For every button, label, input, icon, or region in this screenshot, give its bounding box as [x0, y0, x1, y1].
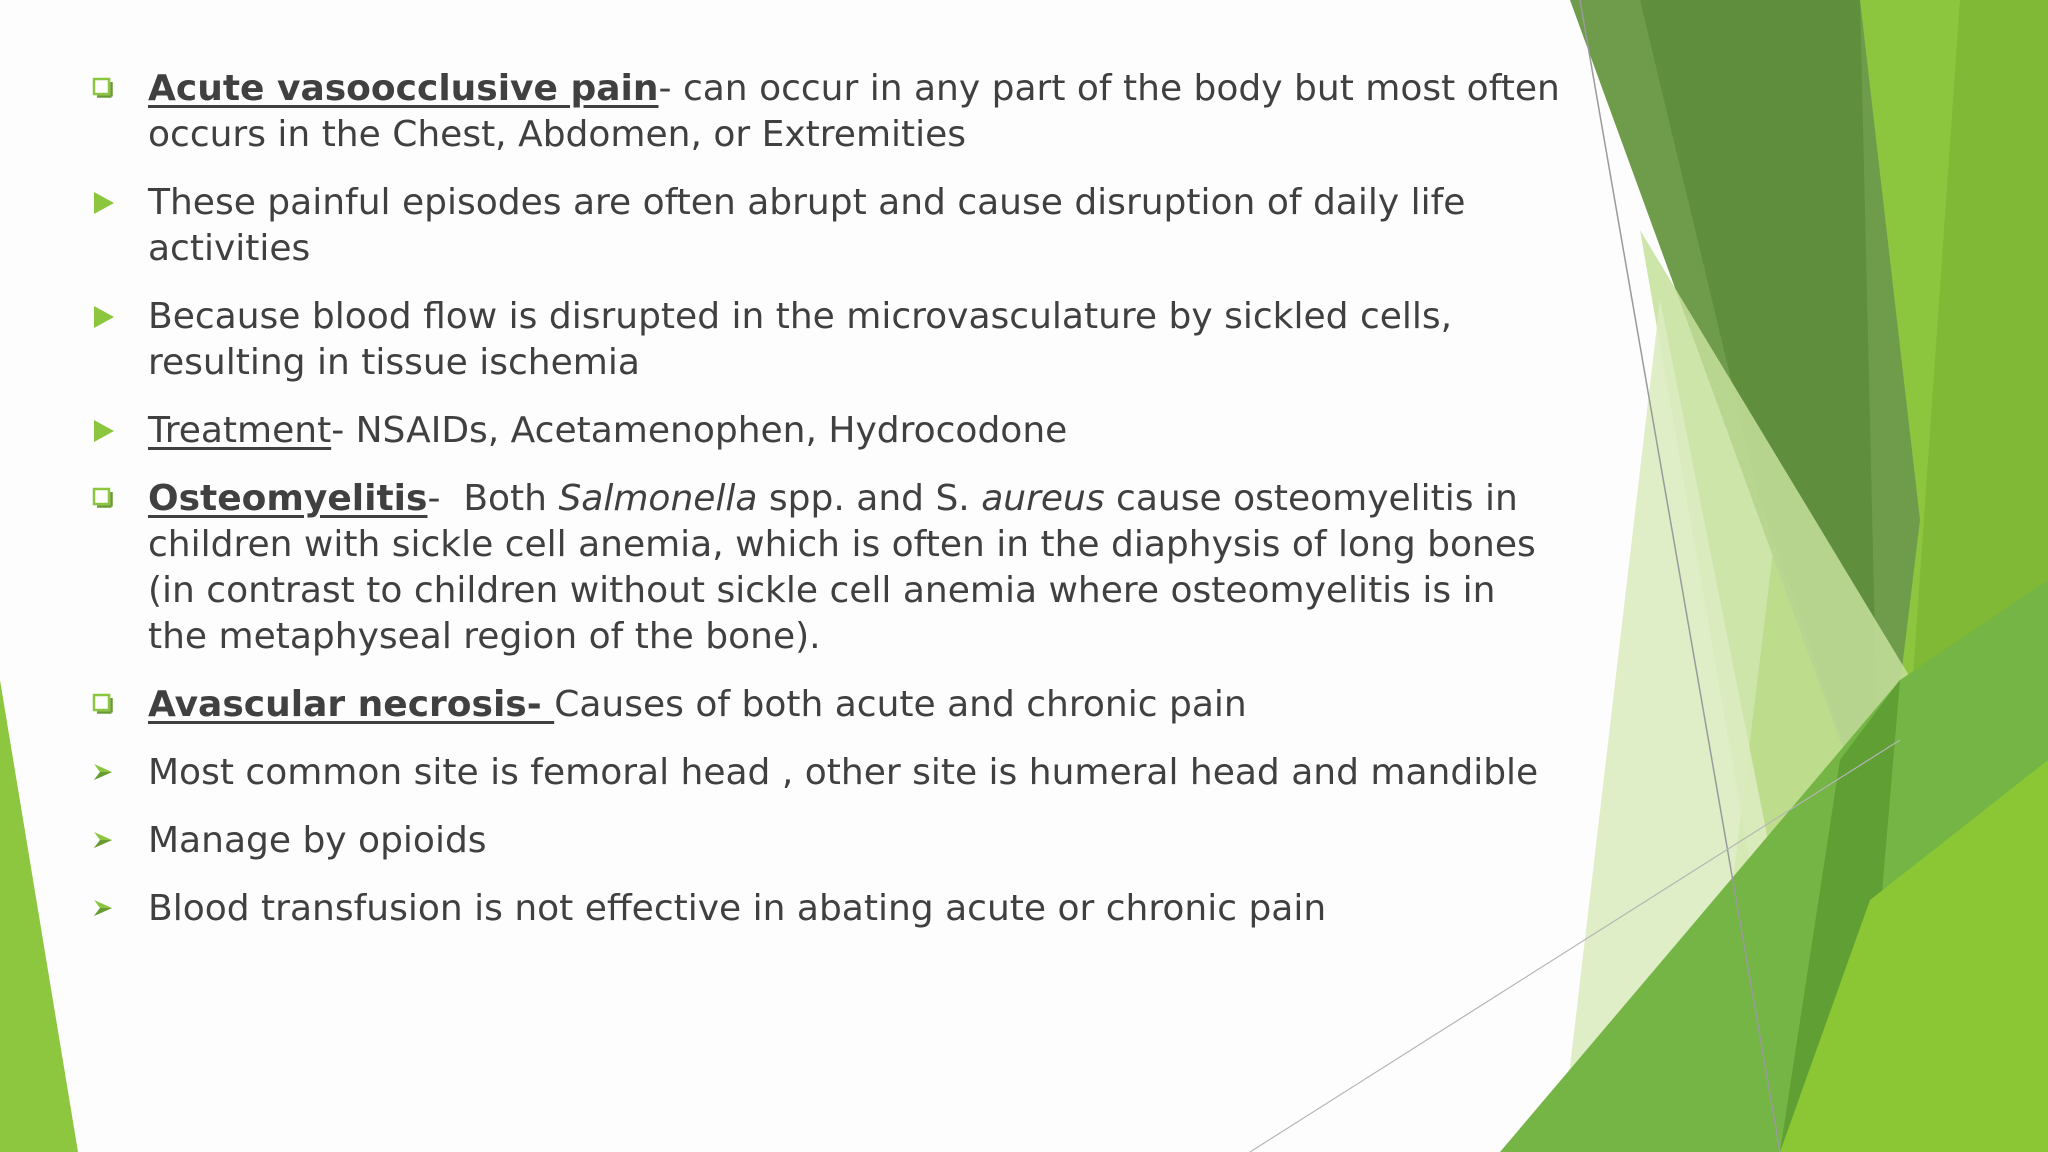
- item-text: Most common site is femoral head , other site is humeral head and mandible: [148, 752, 1539, 793]
- term-avascular-necrosis: Avascular necrosis-: [148, 684, 555, 725]
- list-item: [92, 682, 1562, 728]
- item-description: - NSAIDs, Acetamenophen, Hydrocodone: [331, 410, 1068, 451]
- list-item: [92, 750, 1562, 796]
- item-text: [148, 408, 1562, 454]
- item-text-part: cause osteomyelitis in children with sickle cell anemia, which is often in the diaphysis of long bones (in contrast to children without sickle cell anemia where osteomyelitis is in the metaphyseal region of the bone).: [148, 478, 1536, 657]
- item-description: Causes of both acute and chronic pain: [554, 684, 1247, 725]
- item-description: - can occur in any part of the body but most often occurs in the Chest, Abdomen, or Extremities: [148, 68, 1560, 155]
- triangle-right-icon: [92, 180, 148, 226]
- item-text: [148, 476, 1562, 660]
- triangle-right-icon: [92, 408, 148, 454]
- item-text-part: S.: [935, 478, 982, 519]
- arrowhead-icon: [92, 750, 148, 796]
- list-item: [92, 180, 1562, 272]
- term-osteomyelitis: Osteomyelitis: [148, 478, 428, 519]
- bullet-list: [92, 66, 1562, 954]
- item-text: [148, 66, 1562, 158]
- item-text: Blood transfusion is not effective in abating acute or chronic pain: [148, 888, 1327, 929]
- term-treatment: Treatment: [148, 410, 332, 451]
- list-item: [92, 886, 1562, 932]
- checkbox-square-icon: [92, 66, 148, 112]
- item-text: These painful episodes are often abrupt and cause disruption of daily life activities: [148, 182, 1466, 269]
- term-acute-vasoocclusive-pain: Acute vasoocclusive pain: [148, 68, 659, 109]
- list-item: [92, 408, 1562, 454]
- checkbox-square-icon: [92, 682, 148, 728]
- list-item: [92, 818, 1562, 864]
- item-text-italic: aureus: [981, 478, 1105, 519]
- list-item: [92, 476, 1562, 660]
- checkbox-square-icon: [92, 476, 148, 522]
- arrowhead-icon: [92, 886, 148, 932]
- item-text-part: spp. and: [757, 478, 936, 519]
- list-item: [92, 294, 1562, 386]
- item-text-italic: Salmonella: [558, 478, 758, 519]
- item-text: Because blood flow is disrupted in the microvasculature by sickled cells, resulting in tissue ischemia: [148, 296, 1453, 383]
- item-text: [148, 682, 1562, 728]
- triangle-right-icon: [92, 294, 148, 340]
- list-item: [92, 66, 1562, 158]
- item-text: Manage by opioids: [148, 820, 487, 861]
- left-green-sliver: [0, 680, 78, 1152]
- arrowhead-icon: [92, 818, 148, 864]
- item-text-part: - Both: [427, 478, 559, 519]
